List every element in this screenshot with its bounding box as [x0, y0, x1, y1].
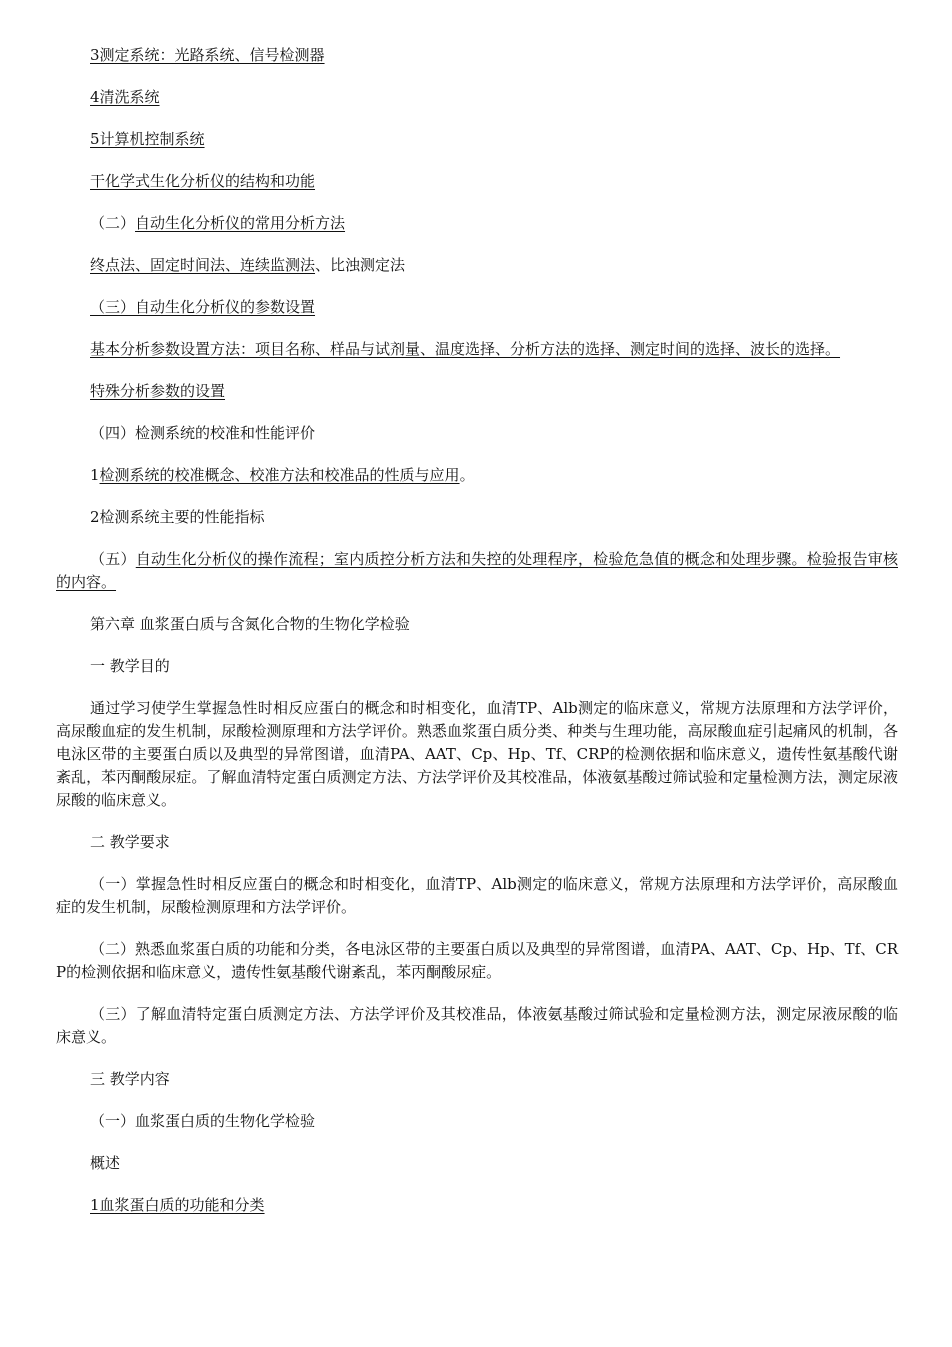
text-segment: 终点法、固定时间法、连续监测法 [90, 256, 316, 274]
text-segment: 二 教学要求 [90, 833, 170, 851]
heading-teaching-requirements [56, 831, 898, 854]
text-segment: （三）了解血清特定蛋白质测定方法、方法学评价及其校准品，体液氨基酸过筛试验和定量检测方法，测定尿液尿酸的临床意义。 [56, 1005, 898, 1046]
heading-calibration [56, 422, 898, 445]
paragraph-calibration-concepts [56, 464, 898, 487]
text-segment: 检测系统的校准概念、校准方法和校准品的性质与应用 [99, 466, 460, 484]
text-segment: 1 [90, 466, 100, 484]
text-segment: 5计算机控制系统 [90, 130, 205, 148]
heading-analysis-methods [56, 212, 898, 235]
text-segment: 3测定系统：光路系统、信号检测器 [90, 46, 325, 64]
chapter-title [56, 613, 898, 636]
text-segment: 特殊分析参数的设置 [90, 382, 226, 400]
document-page [56, 44, 898, 1217]
text-segment: 2检测系统主要的性能指标 [90, 508, 265, 526]
text-segment: 一 教学目的 [90, 657, 170, 675]
heading-plasma-protein [56, 1110, 898, 1133]
text-segment: 基本分析参数设置方法：项目名称、样品与试剂量、温度选择、分析方法的选择、测定时间的选择、波长的选择。 [90, 340, 841, 358]
paragraph-requirement-understand [56, 1003, 898, 1049]
text-segment: 1血浆蛋白质的功能和分类 [90, 1196, 265, 1214]
paragraph-teaching-purpose [56, 697, 898, 812]
text-segment: （四）检测系统的校准和性能评价 [90, 424, 316, 442]
text-segment: （五） [90, 550, 136, 568]
text-segment: （二）熟悉血浆蛋白质的功能和分类，各电泳区带的主要蛋白质以及典型的异常图谱，血清PA、AAT、Cp、Hp、Tf、CRP的检测依据和临床意义，遗传性氨基酸代谢紊乱，苯丙酮酸尿症。 [56, 940, 898, 981]
paragraph-protein-function [56, 1194, 898, 1217]
paragraph-method-list [56, 254, 898, 277]
paragraph-special-parameters [56, 380, 898, 403]
heading-overview [56, 1152, 898, 1175]
heading-parameter-settings [56, 296, 898, 319]
paragraph-requirement-familiar [56, 938, 898, 984]
text-segment: （一）掌握急性时相反应蛋白的概念和时相变化，血清TP、Alb测定的临床意义，常规方法原理和方法学评价，高尿酸血症的发生机制，尿酸检测原理和方法学评价。 [56, 875, 898, 916]
text-segment: 、比浊测定法 [315, 256, 406, 274]
paragraph-basic-parameters [56, 338, 898, 361]
paragraph-operation-process [56, 548, 898, 594]
paragraph-measurement-system [56, 44, 898, 67]
text-segment: 。 [459, 466, 475, 484]
text-segment: 4清洗系统 [90, 88, 160, 106]
text-segment: 第六章 血浆蛋白质与含氮化合物的生物化学检验 [90, 615, 410, 633]
text-segment: （三）自动生化分析仪的参数设置 [90, 298, 316, 316]
text-segment: 自动生化分析仪的常用分析方法 [135, 214, 346, 232]
heading-teaching-purpose [56, 655, 898, 678]
paragraph-dry-chemistry-analyzer [56, 170, 898, 193]
paragraph-performance-indicators [56, 506, 898, 529]
text-segment: （一）血浆蛋白质的生物化学检验 [90, 1112, 316, 1130]
text-segment: 概述 [90, 1154, 121, 1172]
text-segment: 干化学式生化分析仪的结构和功能 [90, 172, 316, 190]
paragraph-computer-control [56, 128, 898, 151]
heading-teaching-content [56, 1068, 898, 1091]
paragraph-cleaning-system [56, 86, 898, 109]
text-segment: 通过学习使学生掌握急性时相反应蛋白的概念和时相变化，血清TP、Alb测定的临床意义，常规方法原理和方法学评价，高尿酸血症的发生机制，尿酸检测原理和方法学评价。熟悉血浆蛋白质分类、种类与生理功能，高尿酸血症引起痛风的机制，各电泳区带的主要蛋白质以及典型的异常图谱，血清PA、AAT、Cp、Hp、Tf、CRP的检测依据和临床意义，遗传性氨基酸代谢紊乱，苯丙酮酸尿症。了解血清特定蛋白质测定方法、方法学评价及其校准品，体液氨基酸过筛试验和定量检测方法，测定尿液尿酸的临床意义。 [56, 699, 898, 809]
text-segment: 自动生化分析仪的操作流程；室内质控分析方法和失控的处理程序，检验危急值的概念和处理步骤。检验报告审核的内容。 [56, 550, 898, 591]
paragraph-requirement-master [56, 873, 898, 919]
text-segment: （二） [90, 214, 136, 232]
text-segment: 三 教学内容 [90, 1070, 170, 1088]
